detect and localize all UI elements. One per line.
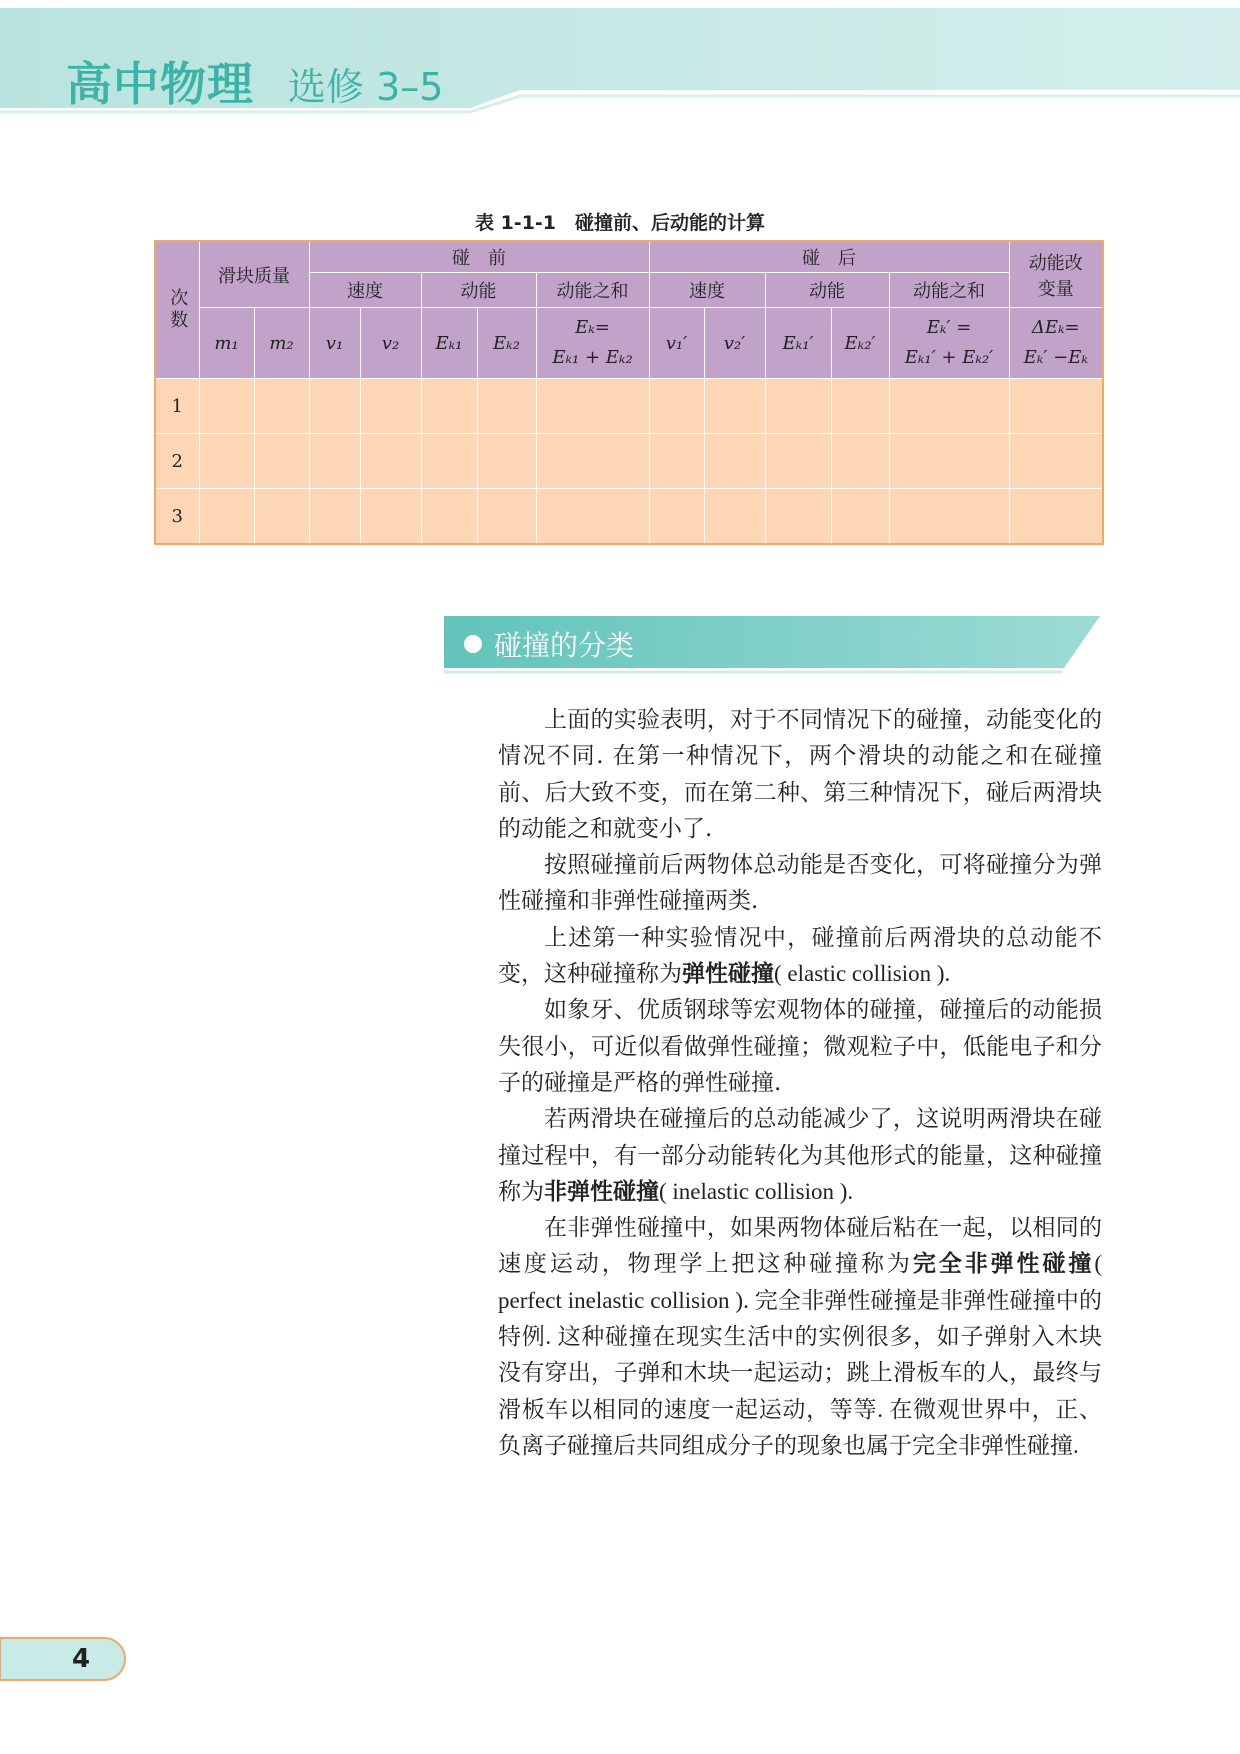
paragraph (498, 1101, 1102, 1210)
col-header-speed-before: 速度 (309, 273, 421, 308)
paragraph-text: 若两滑块在碰撞后的总动能减少了，这说明两滑块在碰撞过程中，有一部分动能转化为其他形式的能量，这种碰撞称为 (498, 1106, 1102, 1205)
var-v1: v₁ (309, 308, 360, 379)
paragraph: 按照碰撞前后两物体总动能是否变化，可将碰撞分为弹性碰撞和非弹性碰撞两类. (498, 852, 1102, 915)
var-ek-sum-top: Eₖ= (575, 317, 610, 338)
row-number: 1 (155, 379, 199, 434)
var-ek2: Eₖ₂ (477, 308, 536, 379)
col-header-mass: 滑块质量 (199, 241, 309, 308)
col-header-index: 次数 (155, 241, 199, 379)
term-elastic-collision: 弹性碰撞 (682, 961, 774, 988)
section-heading (444, 612, 1104, 674)
book-subtitle: 选修 3–5 (288, 65, 444, 109)
page-number: 4 (72, 1644, 91, 1674)
var-ekp-sum-top: Eₖ′ = (926, 317, 972, 338)
col-header-kinetic-before: 动能 (421, 273, 536, 308)
col-header-kinetic-after: 动能 (765, 273, 889, 308)
col-header-sum-before: 动能之和 (536, 273, 649, 308)
col-header-sum-after: 动能之和 (889, 273, 1009, 308)
var-ek2-prime: Eₖ₂′ (831, 308, 889, 379)
var-v1-prime: v₁′ (649, 308, 704, 379)
var-delta-ek (1009, 308, 1103, 379)
var-v2: v₂ (360, 308, 421, 379)
table-caption: 表 1-1-1 碰撞前、后动能的计算 (474, 212, 766, 234)
page-tab-shape (0, 1636, 130, 1682)
var-ekp-sum-bottom: Eₖ₁′ + Eₖ₂′ (904, 347, 994, 368)
var-ek-sum-bottom: Eₖ₁ + Eₖ₂ (552, 347, 633, 368)
table-row (155, 379, 1103, 434)
paragraph: 如象牙、优质钢球等宏观物体的碰撞，碰撞后的动能损失很小，可近似看做弹性碰撞；微观粒子中，低能电子和分子的碰撞是严格的弹性碰撞. (498, 997, 1102, 1096)
col-header-speed-after: 速度 (649, 273, 765, 308)
paragraph (498, 920, 1102, 993)
body-text (498, 702, 1102, 1464)
term-english: ( elastic collision ). (774, 961, 951, 987)
paragraph: 上面的实验表明，对于不同情况下的碰撞，动能变化的情况不同. 在第一种情况下，两个滑块的动能之和在碰撞前、后大致不变，而在第二种、第三种情况下，碰后两滑块的动能之和就变小了. (498, 707, 1102, 842)
var-ekp-sum (889, 308, 1009, 379)
col-header-after: 碰 后 (649, 241, 1009, 273)
var-m1: m₁ (199, 308, 254, 379)
var-v2-prime: v₂′ (704, 308, 765, 379)
table-row (155, 489, 1103, 545)
paragraph-text: ( perfect inelastic collision ). 完全非弹性碰撞是非弹性碰撞中的特例. 这种碰撞在现实生活中的实例很多，如子弹射入木块没有穿出，子弹和木块一起运动；跳上滑板车的人，最终与滑板车以相同的速度一起运动，等等. 在微观世界中，正、负离子碰撞后共同组成分子的现象也属于完全非弹性碰撞. (498, 1251, 1103, 1458)
paragraph-text: 在非弹性碰撞中，如果两物体碰后粘在一起，以相同的速度运动，物理学上把这种碰撞称为 (498, 1215, 1102, 1278)
var-delta-top: ΔEₖ= (1031, 317, 1080, 338)
page-header (0, 8, 1240, 120)
row-number: 3 (155, 489, 199, 545)
var-ek1: Eₖ₁ (421, 308, 477, 379)
table-row (155, 434, 1103, 489)
paragraph-text: 上述第一种实验情况中，碰撞前后两滑块的总动能不变，这种碰撞称为 (498, 924, 1102, 988)
term-english: ( inelastic collision ). (659, 1178, 854, 1204)
var-ek1-prime: Eₖ₁′ (765, 308, 831, 379)
col-header-change: 动能改变量 (1009, 241, 1103, 308)
section-title: 碰撞的分类 (494, 629, 635, 662)
term-perfect-inelastic-collision: 完全非弹性碰撞 (912, 1251, 1095, 1278)
bullet-icon (464, 635, 482, 653)
row-number: 2 (155, 434, 199, 489)
book-title: 高中物理 (66, 57, 254, 111)
var-m2: m₂ (254, 308, 309, 379)
term-inelastic-collision: 非弹性碰撞 (544, 1178, 659, 1205)
kinetic-energy-table (154, 240, 1102, 545)
var-ek-sum (536, 308, 649, 379)
paragraph (498, 1210, 1102, 1464)
var-delta-bottom: Eₖ′ −Eₖ (1023, 347, 1088, 368)
page-number-tab (0, 1636, 130, 1682)
col-header-before: 碰 前 (309, 241, 649, 273)
